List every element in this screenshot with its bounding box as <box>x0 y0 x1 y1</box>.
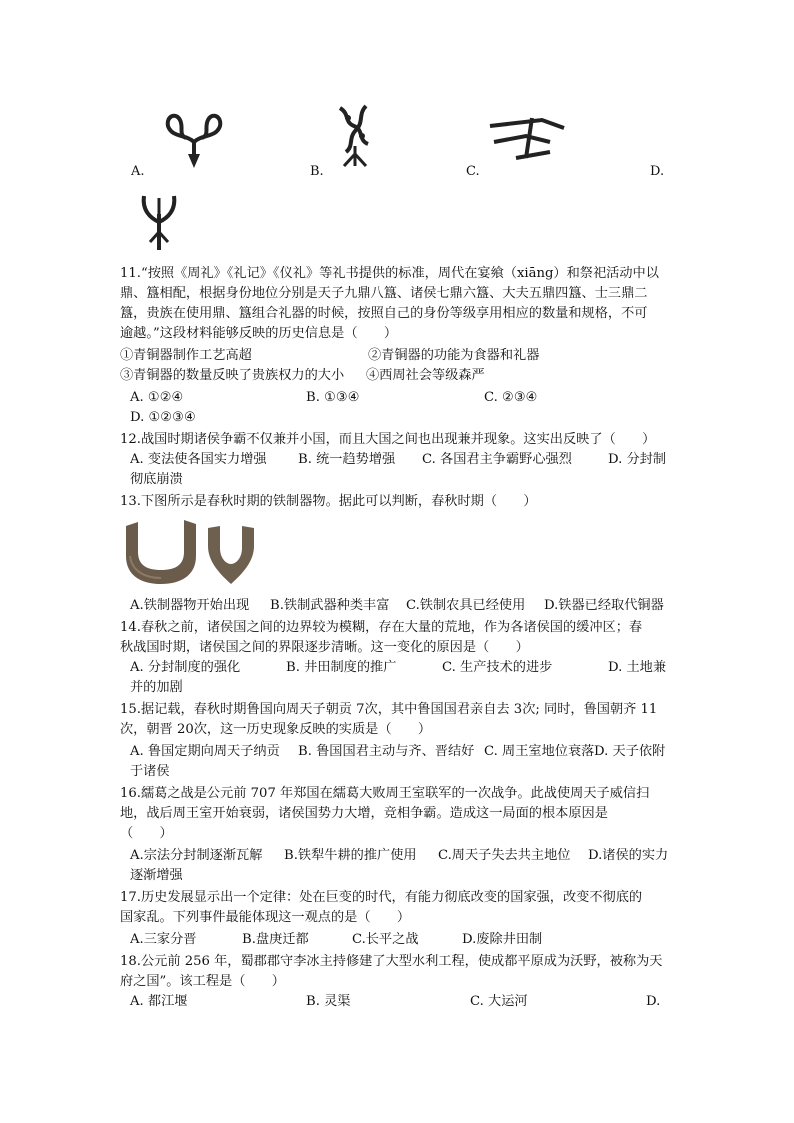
iron-tool-small-icon <box>206 524 256 586</box>
q11-option-b[interactable]: B. ①③④ <box>306 390 360 405</box>
q15-option-a[interactable]: A. 鲁国定期向周天子纳贡 <box>130 744 280 759</box>
option-d-label: D. <box>650 164 665 179</box>
q15-stem-line-1: 15.据记载，春秋时期鲁国向周天子朝贡 7次，其中鲁国国君亲自去 3次; 同时，鲁国朝齐 11 <box>120 702 658 717</box>
q11-option-c[interactable]: C. ②③④ <box>484 390 538 405</box>
q14-option-c[interactable]: C. 生产技术的进步 <box>442 660 553 675</box>
q11-stem-line-3: 簋，贵族在使用鼎、簋组合礼器的时候，按照自己的身份等级享用相应的数量和规格，不可 <box>120 306 648 321</box>
option-c-label: C. <box>466 164 480 179</box>
oracle-glyph-b-icon <box>330 100 380 170</box>
q11-statement-1: ①青铜器制作工艺高超 <box>120 348 252 363</box>
q11-stem-line-4: 逾越。”这段材料能够反映的历史信息是（ ） <box>120 326 398 341</box>
option-b-label: B. <box>310 164 324 179</box>
q15-option-d[interactable]: D. 天子依附 <box>594 744 666 759</box>
iron-tool-large-icon <box>122 516 200 586</box>
q13-option-c[interactable]: C.铁制农具已经使用 <box>406 598 526 613</box>
q15-option-c[interactable]: C. 周王室地位衰落 <box>484 744 595 759</box>
q13-option-d[interactable]: D.铁器已经取代铜器 <box>544 598 664 613</box>
q14-stem-line-2: 秋战国时期，诸侯国之间的界限逐步清晰。这一变化的原因是（ ） <box>120 640 529 655</box>
q11-stem-line-2: 鼎、簋相配，根据身份地位分别是天子九鼎八簋、诸侯七鼎六簋、大夫五鼎四簋、士三鼎二 <box>120 286 648 301</box>
q12-option-d-continued: 彻底崩溃 <box>130 472 183 487</box>
q12-stem-line-1: 12.战国时期诸侯争霸不仅兼并小国，而且大国之间也出现兼并现象。这实出反映了（ ） <box>120 432 656 447</box>
q16-option-b[interactable]: B.铁犁牛耕的推广使用 <box>284 848 417 863</box>
q11-option-a[interactable]: A. ①②④ <box>130 390 184 405</box>
q16-option-d-continued: 逐渐增强 <box>130 868 183 883</box>
oracle-glyph-d-icon <box>136 192 182 254</box>
q12-option-b[interactable]: B. 统一趋势增强 <box>298 452 396 467</box>
oracle-glyph-a-icon <box>158 104 230 170</box>
q17-option-d[interactable]: D.废除井田制 <box>462 932 543 947</box>
q14-option-a[interactable]: A. 分封制度的强化 <box>130 660 241 675</box>
q15-option-d-continued: 于诸侯 <box>130 764 170 779</box>
q17-stem-line-2: 国家乱。下列事件最能体现这一观点的是（ ） <box>120 910 411 925</box>
q13-option-a[interactable]: A.铁制器物开始出现 <box>130 598 250 613</box>
q14-option-d[interactable]: D. 土地兼 <box>608 660 667 675</box>
q17-option-a[interactable]: A.三家分晋 <box>130 932 197 947</box>
q13-option-b[interactable]: B.铁制武器种类丰富 <box>270 598 390 613</box>
q18-stem-line-1: 18.公元前 256 年，蜀郡郡守李冰主持修建了大型水利工程，使成都平原成为沃野，被称为天 <box>120 954 663 969</box>
q16-stem-line-1: 16.繻葛之战是公元前 707 年郑国在繻葛大败周王室联军的一次战争。此战使周天子威信扫 <box>120 786 650 801</box>
oracle-glyph-c-icon <box>486 112 568 164</box>
q18-option-b[interactable]: B. 灵渠 <box>306 994 351 1009</box>
q16-stem-line-3: （ ） <box>120 826 173 841</box>
q15-stem-line-2: 次，朝晋 20次，这一历史现象反映的实质是（ ） <box>120 722 432 737</box>
q16-option-c[interactable]: C.周天子失去共主地位 <box>438 848 571 863</box>
q15-option-b[interactable]: B. 鲁国国君主动与齐、晋结好 <box>298 744 475 759</box>
q12-option-d[interactable]: D. 分封制 <box>608 452 667 467</box>
q18-option-d[interactable]: D. <box>646 994 661 1009</box>
q11-statement-3: ③青铜器的数量反映了贵族权力的大小 <box>120 368 345 383</box>
q14-option-b[interactable]: B. 井田制度的推广 <box>286 660 397 675</box>
q16-stem-line-2: 地，战后周王室开始衰弱，诸侯国势力大增，竞相争霸。造成这一局面的根本原因是 <box>120 806 608 821</box>
q14-option-d-continued: 并的加剧 <box>130 680 183 695</box>
q17-stem-line-1: 17.历史发展显示出一个定律：处在巨变的时代，有能力彻底改变的国家强，改变不彻底的 <box>120 890 643 905</box>
q16-option-d[interactable]: D.诸侯的实力 <box>588 848 669 863</box>
q18-option-a[interactable]: A. 都江堰 <box>130 994 188 1009</box>
q11-statement-2: ②青铜器的功能为食器和礼器 <box>368 348 540 363</box>
option-a-label: A. <box>131 164 145 179</box>
q14-stem-line-1: 14.春秋之前，诸侯国之间的边界较为模糊，存在大量的荒地，作为各诸侯国的缓冲区；春 <box>120 620 643 635</box>
q11-statement-4: ④西周社会等级森严 <box>366 368 485 383</box>
q11-option-d[interactable]: D. ①②③④ <box>130 410 196 425</box>
q17-option-c[interactable]: C.长平之战 <box>352 932 419 947</box>
q17-option-b[interactable]: B.盘庚迁都 <box>242 932 309 947</box>
q12-option-a[interactable]: A. 变法使各国实力增强 <box>130 452 267 467</box>
q16-option-a[interactable]: A.宗法分封制逐渐瓦解 <box>130 848 263 863</box>
q18-stem-line-2: 府之国”。该工程是（ ） <box>120 974 285 989</box>
q11-stem-line-1: 11.“按照《周礼》《礼记》《仪礼》等礼书提供的标准，周代在宴飨（xiāng）和祭祀活动中以 <box>120 266 659 281</box>
q18-option-c[interactable]: C. 大运河 <box>470 994 528 1009</box>
q12-option-c[interactable]: C. 各国君主争霸野心强烈 <box>422 452 572 467</box>
q13-stem-line-1: 13.下图所示是春秋时期的铁制器物。据此可以判断，春秋时期（ ） <box>120 494 537 509</box>
